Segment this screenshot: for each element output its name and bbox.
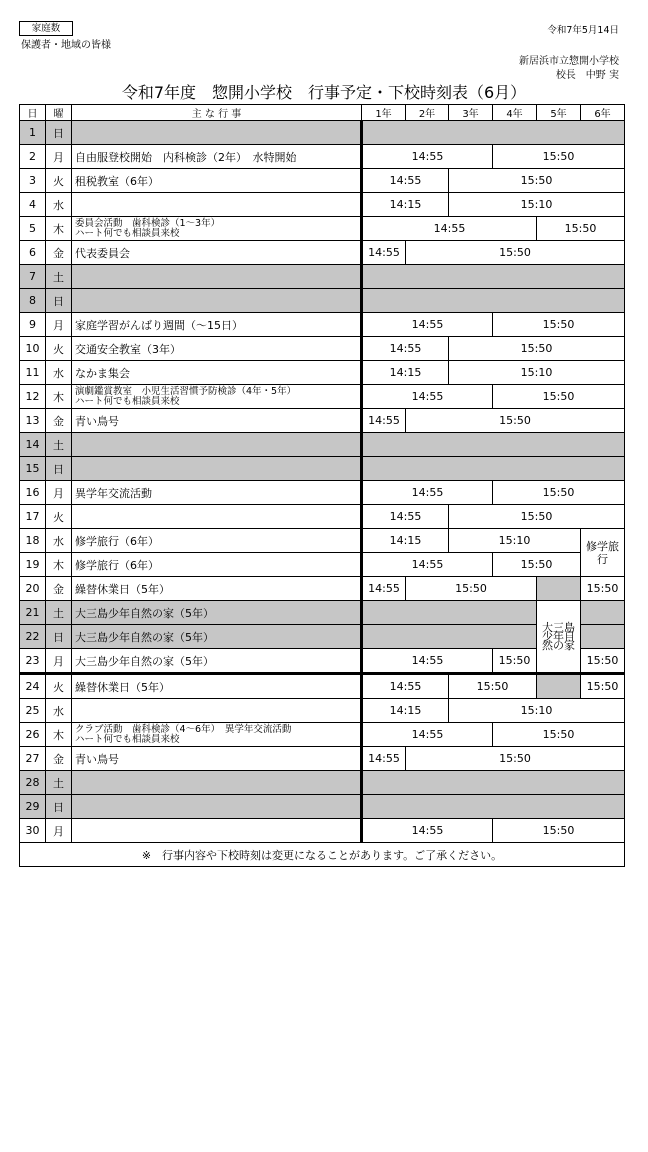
time-cell: 15:50	[493, 481, 625, 505]
time-cell: 15:10	[449, 529, 581, 553]
time-cell: 15:50	[449, 674, 537, 699]
day-cell: 16	[20, 481, 46, 505]
time-cell: 15:10	[449, 361, 625, 385]
day-cell: 27	[20, 747, 46, 771]
col-day: 日	[20, 105, 46, 121]
event-cell: なかま集会	[72, 361, 362, 385]
time-cell: 15:50	[449, 505, 625, 529]
time-cell: 15:50	[581, 649, 625, 674]
table-row	[20, 265, 625, 289]
weekday-cell: 水	[46, 193, 72, 217]
g5-camp-cell: 大三島少年自然の家	[537, 601, 581, 674]
day-cell: 9	[20, 313, 46, 337]
day-cell: 4	[20, 193, 46, 217]
event-cell: 租税教室（6年）	[72, 169, 362, 193]
table-row	[20, 771, 625, 795]
footer-row	[20, 843, 625, 867]
col-g5: 5年	[537, 105, 581, 121]
col-g4: 4年	[493, 105, 537, 121]
weekday-cell: 日	[46, 625, 72, 649]
time-cell: 14:15	[362, 699, 449, 723]
table-row	[20, 193, 625, 217]
day-cell: 18	[20, 529, 46, 553]
table-row	[20, 747, 625, 771]
event-cell	[72, 723, 362, 747]
event-cell: 青い鳥号	[72, 747, 362, 771]
event-cell: 大三島少年自然の家（5年）	[72, 625, 362, 649]
page-title: 令和7年度 惣開小学校 行事予定・下校時刻表（6月）	[121, 83, 527, 102]
event-line-2: ハート何でも相談員来校	[75, 395, 180, 407]
time-cell	[362, 433, 625, 457]
time-cell: 14:55	[362, 313, 493, 337]
table-row	[20, 289, 625, 313]
day-cell: 19	[20, 553, 46, 577]
day-cell: 2	[20, 145, 46, 169]
table-row	[20, 795, 625, 819]
time-cell	[362, 625, 537, 649]
col-weekday: 曜	[46, 105, 72, 121]
table-row	[20, 217, 625, 241]
table-row	[20, 433, 625, 457]
weekday-cell: 土	[46, 265, 72, 289]
day-cell: 22	[20, 625, 46, 649]
footer-note: ※ 行事内容や下校時刻は変更になることがあります。ご了承ください。	[20, 843, 625, 867]
g5-closed-cell	[537, 674, 581, 699]
table-row	[20, 699, 625, 723]
col-events: 主 な 行 事	[72, 105, 362, 121]
col-g2: 2年	[406, 105, 449, 121]
day-cell: 30	[20, 819, 46, 843]
weekday-cell: 木	[46, 723, 72, 747]
event-cell	[72, 457, 362, 481]
day-cell: 28	[20, 771, 46, 795]
time-cell: 15:50	[493, 553, 581, 577]
day-cell: 10	[20, 337, 46, 361]
recipient: 保護者・地域の皆様	[21, 40, 111, 51]
event-cell: 青い鳥号	[72, 409, 362, 433]
time-cell: 15:50	[493, 723, 625, 747]
time-cell	[362, 601, 537, 625]
table-row	[20, 577, 625, 601]
category-box: 家庭数	[19, 21, 73, 36]
table-row	[20, 313, 625, 337]
weekday-cell: 木	[46, 385, 72, 409]
time-cell: 15:50	[581, 674, 625, 699]
weekday-cell: 月	[46, 481, 72, 505]
day-cell: 20	[20, 577, 46, 601]
time-cell: 15:50	[449, 337, 625, 361]
time-cell	[362, 121, 625, 145]
event-cell	[72, 433, 362, 457]
weekday-cell: 日	[46, 795, 72, 819]
event-cell: 繰替休業日（5年）	[72, 577, 362, 601]
day-cell: 12	[20, 385, 46, 409]
day-cell: 6	[20, 241, 46, 265]
event-cell: 交通安全教室（3年）	[72, 337, 362, 361]
g6-trip-cell: 修学旅行	[581, 529, 625, 577]
table-row	[20, 361, 625, 385]
weekday-cell: 火	[46, 674, 72, 699]
time-cell: 15:50	[493, 385, 625, 409]
table-row	[20, 674, 625, 699]
principal-name: 校長 中野 実	[555, 70, 619, 81]
weekday-cell: 水	[46, 529, 72, 553]
event-line-1: 演劇鑑賞教室 小児生活習慣予防検診（4年・5年）	[75, 385, 297, 397]
event-line-1: 委員会活動 歯科検診（1～3年）	[75, 217, 221, 229]
weekday-cell: 火	[46, 505, 72, 529]
time-cell: 15:50	[581, 577, 625, 601]
event-cell: 自由服登校開始 内科検診（2年） 水特開始	[72, 145, 362, 169]
weekday-cell: 火	[46, 169, 72, 193]
time-cell: 14:15	[362, 193, 449, 217]
table-row	[20, 121, 625, 145]
weekday-cell: 金	[46, 577, 72, 601]
day-cell: 21	[20, 601, 46, 625]
event-cell	[72, 505, 362, 529]
time-cell: 14:55	[362, 649, 493, 674]
col-g1: 1年	[362, 105, 406, 121]
time-cell	[362, 795, 625, 819]
table-row	[20, 819, 625, 843]
school-name: 新居浜市立惣開小学校	[519, 56, 619, 67]
table-row	[20, 241, 625, 265]
day-cell: 15	[20, 457, 46, 481]
time-cell: 15:50	[406, 747, 625, 771]
time-cell: 14:55	[362, 723, 493, 747]
time-cell: 14:55	[362, 145, 493, 169]
time-cell: 14:15	[362, 529, 449, 553]
table-row	[20, 529, 625, 553]
time-cell: 15:50	[449, 169, 625, 193]
event-cell	[72, 819, 362, 843]
weekday-cell: 日	[46, 289, 72, 313]
time-cell	[362, 771, 625, 795]
weekday-cell: 月	[46, 313, 72, 337]
weekday-cell: 金	[46, 747, 72, 771]
day-cell: 13	[20, 409, 46, 433]
day-cell: 23	[20, 649, 46, 674]
event-cell	[72, 193, 362, 217]
day-cell: 24	[20, 674, 46, 699]
time-cell: 14:55	[362, 385, 493, 409]
issue-date: 令和7年5月14日	[547, 25, 619, 36]
weekday-cell: 木	[46, 217, 72, 241]
time-cell: 14:55	[362, 553, 493, 577]
weekday-cell: 月	[46, 145, 72, 169]
table-row	[20, 145, 625, 169]
table-row	[20, 625, 625, 649]
day-cell: 26	[20, 723, 46, 747]
weekday-cell: 金	[46, 241, 72, 265]
event-cell: 異学年交流活動	[72, 481, 362, 505]
event-cell: 家庭学習がんばり週間（～15日）	[72, 313, 362, 337]
time-cell: 15:50	[537, 217, 625, 241]
event-cell: 大三島少年自然の家（5年）	[72, 601, 362, 625]
time-cell: 14:55	[362, 577, 406, 601]
time-cell: 14:55	[362, 674, 449, 699]
table-row	[20, 505, 625, 529]
col-g3: 3年	[449, 105, 493, 121]
time-cell	[362, 289, 625, 313]
time-cell: 15:50	[493, 145, 625, 169]
event-cell: 繰替休業日（5年）	[72, 674, 362, 699]
weekday-cell: 月	[46, 819, 72, 843]
table-row	[20, 409, 625, 433]
event-cell: 修学旅行（6年）	[72, 553, 362, 577]
col-g6: 6年	[581, 105, 625, 121]
table-row	[20, 385, 625, 409]
time-cell: 14:55	[362, 337, 449, 361]
weekday-cell: 土	[46, 771, 72, 795]
time-cell: 15:50	[406, 409, 625, 433]
time-cell: 15:50	[406, 577, 537, 601]
header-row	[20, 105, 625, 121]
day-cell: 29	[20, 795, 46, 819]
day-cell: 7	[20, 265, 46, 289]
time-cell	[581, 601, 625, 625]
weekday-cell: 火	[46, 337, 72, 361]
event-cell: 大三島少年自然の家（5年）	[72, 649, 362, 674]
event-cell	[72, 699, 362, 723]
event-cell	[72, 795, 362, 819]
event-cell	[72, 265, 362, 289]
weekday-cell: 水	[46, 361, 72, 385]
table-row	[20, 337, 625, 361]
time-cell: 14:55	[362, 505, 449, 529]
weekday-cell: 日	[46, 457, 72, 481]
event-cell	[72, 385, 362, 409]
event-cell: 修学旅行（6年）	[72, 529, 362, 553]
day-cell: 11	[20, 361, 46, 385]
time-cell: 15:50	[493, 313, 625, 337]
time-cell: 14:55	[362, 747, 406, 771]
day-cell: 14	[20, 433, 46, 457]
time-cell	[362, 265, 625, 289]
time-cell: 14:55	[362, 819, 493, 843]
day-cell: 25	[20, 699, 46, 723]
g5-closed-cell	[537, 577, 581, 601]
day-cell: 1	[20, 121, 46, 145]
weekday-cell: 木	[46, 553, 72, 577]
time-cell: 14:15	[362, 361, 449, 385]
event-line-2: ハート何でも相談員来校	[75, 227, 180, 239]
time-cell: 14:55	[362, 241, 406, 265]
time-cell: 14:55	[362, 169, 449, 193]
weekday-cell: 土	[46, 433, 72, 457]
table-row	[20, 649, 625, 674]
time-cell: 15:50	[493, 819, 625, 843]
event-line-1: クラブ活動 歯科検診（4～6年） 異学年交流活動	[75, 723, 292, 735]
table-row	[20, 457, 625, 481]
event-cell	[72, 121, 362, 145]
weekday-cell: 水	[46, 699, 72, 723]
schedule-table	[19, 104, 625, 867]
weekday-cell: 土	[46, 601, 72, 625]
time-cell: 14:55	[362, 409, 406, 433]
time-cell: 15:50	[493, 649, 537, 674]
event-cell: 代表委員会	[72, 241, 362, 265]
table-row	[20, 723, 625, 747]
weekday-cell: 月	[46, 649, 72, 674]
event-cell	[72, 217, 362, 241]
event-cell	[72, 289, 362, 313]
time-cell: 14:55	[362, 481, 493, 505]
time-cell: 15:10	[449, 699, 625, 723]
event-cell	[72, 771, 362, 795]
table-row	[20, 601, 625, 625]
table-row	[20, 553, 625, 577]
table-row	[20, 481, 625, 505]
time-cell	[581, 625, 625, 649]
weekday-cell: 日	[46, 121, 72, 145]
event-line-2: ハート何でも相談員来校	[75, 733, 180, 745]
time-cell: 15:10	[449, 193, 625, 217]
day-cell: 17	[20, 505, 46, 529]
day-cell: 8	[20, 289, 46, 313]
time-cell: 15:50	[406, 241, 625, 265]
day-cell: 5	[20, 217, 46, 241]
table-row	[20, 169, 625, 193]
time-cell: 14:55	[362, 217, 537, 241]
weekday-cell: 金	[46, 409, 72, 433]
day-cell: 3	[20, 169, 46, 193]
time-cell	[362, 457, 625, 481]
